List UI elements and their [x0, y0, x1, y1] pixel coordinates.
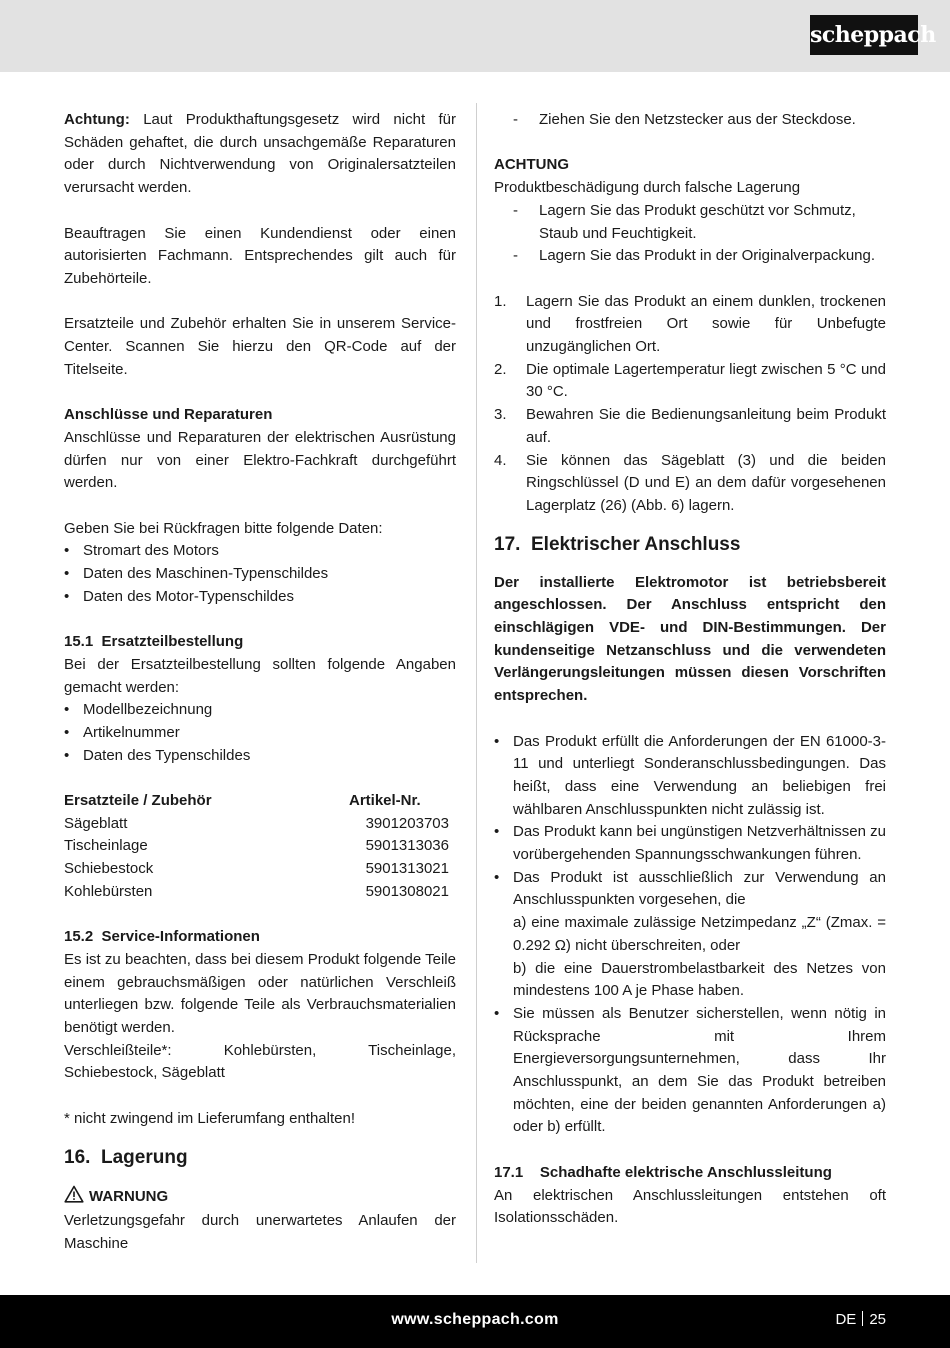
table-row: Kohlebürsten 5901308021: [64, 882, 449, 900]
liability-label: Achtung:: [64, 111, 130, 128]
list-item: 3. Bewahren Sie die Bedienungsanleitung beim Produkt auf.: [494, 406, 886, 446]
table-row: Schiebestock 5901313021: [64, 860, 449, 878]
service-note: Beauftragen Sie einen Kundendienst oder einen autorisierten Fachmann. Entsprechendes gilt auch für Zubehörteile.: [64, 224, 456, 287]
section-15-1-heading: 15.1 Ersatzteilbestellung: [64, 633, 244, 651]
wear-parts-text: Verschleißteile*: Kohlebürsten, Tischeinlage, Schiebestock, Sägeblatt: [64, 1041, 456, 1082]
table-row: Tischeinlage 5901313036: [64, 837, 449, 855]
list-item: • Daten des Maschinen-Typenschildes: [64, 563, 456, 586]
unplug-list: [494, 109, 886, 132]
repair-text: Anschlüsse und Reparaturen der elektrischen Ausrüstung dürfen nur von einer Elektro-Fachkraft durchgeführt werden.: [64, 428, 456, 492]
warning-label: WARNUNG: [64, 1185, 456, 1211]
achtung-text: Produktbeschädigung durch falsche Lagerung: [494, 179, 801, 197]
page-indicator: [835, 1309, 886, 1332]
list-item: • Stromart des Motors: [64, 540, 456, 563]
spare-parts-note: Ersatzteile und Zubehör erhalten Sie in unserem Service-Center. Scannen Sie hierzu den QR-Code auf der Titelseite.: [64, 315, 456, 378]
warning-text: Verletzungsgefahr durch unerwartetes Anlaufen der Maschine: [64, 1212, 456, 1252]
footer-url[interactable]: www.scheppach.com: [391, 1311, 559, 1328]
liability-text: Laut Produkthaftungsgesetz wird nicht für Schäden gehaftet, die durch unsachgemäße Reparaturen oder durch Nichtverwendung von Originalersatzteilen verursacht werden.: [64, 111, 456, 197]
list-item: • Daten des Typenschildes: [64, 745, 456, 768]
storage-steps: [494, 291, 886, 518]
inquiry-list: [64, 540, 456, 608]
liability-note: [64, 109, 456, 200]
achtung-label: ACHTUNG: [494, 156, 569, 174]
list-item: 2. Die optimale Lagertemperatur liegt zwischen 5 °C und 30 °C.: [494, 360, 886, 401]
list-item: 4. Sie können das Sägeblatt (3) und die beiden Ringschlüssel (D und E) an dem dafür vorgesehenen Lagerplatz (26) (Abb. 6) lagern.: [494, 451, 886, 514]
list-item: • Artikelnummer: [64, 722, 456, 745]
column-divider: [476, 103, 477, 1263]
warning-triangle-icon: [64, 1185, 84, 1211]
list-item: - Lagern Sie das Produkt in der Originalverpackung.: [494, 245, 886, 268]
list-item: • Das Produkt erfüllt die Anforderungen der EN 61000-3-11 und unterliegt Sonderanschlussbedingungen. Das heißt, dass eine Verwendung an beliebigen frei wählbaren Anschlusspunkten nicht zulässig ist.: [494, 731, 886, 822]
page-number: 25: [869, 1311, 886, 1328]
list-item: - Lagern Sie das Produkt geschützt vor Schmutz, Staub und Feuchtigkeit.: [494, 200, 886, 245]
section-17-1-heading: 17.1 Schadhafte elektrische Anschlussleitung: [494, 1163, 832, 1181]
repair-heading: Anschlüsse und Reparaturen: [64, 406, 273, 424]
language-code: DE: [835, 1311, 857, 1328]
section-17-intro: Der installierte Elektromotor ist betriebsbereit angeschlossen. Der Anschluss entspricht den einschlägigen VDE- und DIN-Bestimmungen. Der kundenseitige Netzanschluss und die verwendeten Verlängerungsleitungen müssen diesen Vorschriften entsprechen.: [494, 573, 886, 705]
list-item: • Daten des Motor-Typenschildes: [64, 586, 456, 609]
header-bar: [0, 0, 950, 72]
achtung-list: [494, 200, 886, 268]
left-column: [64, 109, 456, 1256]
scheppach-logo: scheppach: [810, 15, 918, 55]
section-17-heading: 17. Elektrischer Anschluss: [494, 533, 741, 555]
right-column: [494, 109, 886, 1230]
connection-notes: [494, 731, 886, 1140]
inquiry-intro: Geben Sie bei Rückfragen bitte folgende Daten:: [64, 519, 383, 537]
list-item: • Das Produkt ist ausschließlich zur Verwendung an Anschlusspunkten vorgesehen, die a) eine maximale zulässige Netzimpedanz „Z“ (Zmax. = 0.292 Ω) nicht überschreiten, oder b) die eine Dauerstrombelastbarkeit des Netzes von mindestens 100 A je Phase haben.: [494, 867, 886, 1003]
table-row: Sägeblatt 3901203703: [64, 814, 449, 832]
section-16-heading: 16. Lagerung: [64, 1146, 188, 1168]
section-15-1-text: Bei der Ersatzteilbestellung sollten folgende Angaben gemacht werden:: [64, 655, 456, 696]
footer-bar: [0, 1295, 950, 1348]
section-15-2-heading: 15.2 Service-Informationen: [64, 928, 260, 946]
order-details-list: [64, 699, 456, 767]
list-item: - Ziehen Sie den Netzstecker aus der Steckdose.: [494, 109, 886, 132]
list-item: • Modellbezeichnung: [64, 699, 456, 722]
section-15-2-text: Es ist zu beachten, dass bei diesem Produkt folgende Teile einem gebrauchsmäßigen oder natürlichen Verschleiß unterliegen bzw. folgende Teile als Verbrauchsmaterialien benötigt werden.: [64, 950, 456, 1037]
parts-table-header: Ersatzteile / Zubehör Artikel-Nr.: [64, 792, 421, 809]
list-item: • Das Produkt kann bei ungünstigen Netzverhältnissen zu vorübergehenden Spannungsschwankungen führen.: [494, 821, 886, 866]
section-17-1-text: An elektrischen Anschlussleitungen entstehen oft Isolationsschäden.: [494, 1186, 886, 1227]
list-item: 1. Lagern Sie das Produkt an einem dunklen, trockenen und frostfreien Ort sowie für Unbefugte unzugänglichen Ort.: [494, 292, 886, 355]
footnote: * nicht zwingend im Lieferumfang enthalten!: [64, 1109, 356, 1127]
list-item: • Sie müssen als Benutzer sicherstellen, wenn nötig in Rücksprache mit Ihrem Energieversorgungsunternehmen, dass Ihr Anschlusspunkt, an dem Sie das Produkt betreiben möchten, eine der beiden genannten Anforderungen a) oder b) erfüllt.: [494, 1003, 886, 1139]
